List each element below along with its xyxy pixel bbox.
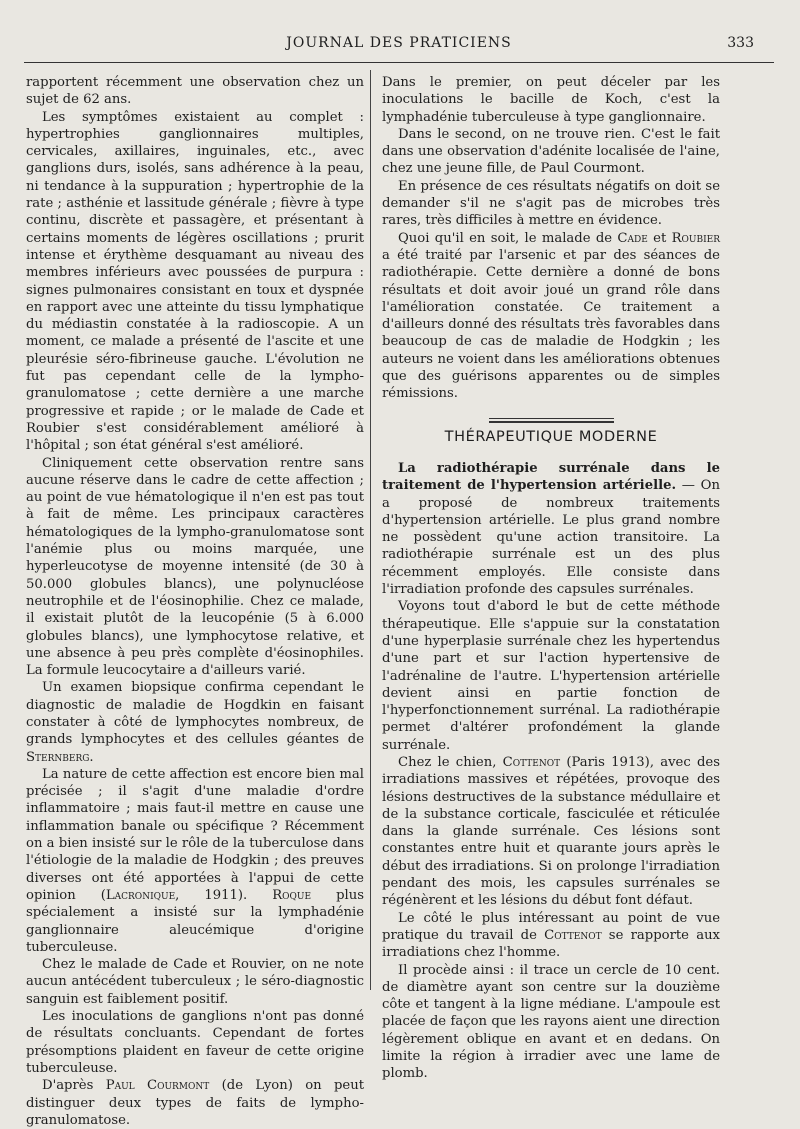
author-name: Cottenot: [502, 754, 561, 770]
text-run: Le côté le plus intéressant au point de vue pratique du travail de: [382, 910, 720, 943]
text-run: plus spécialement a insisté sur la lymphadénie ganglionnaire aleucémique d'origine tuberculeuse.: [26, 887, 364, 955]
text-run: (de Lyon) on peut distinguer deux types de faits de lympho-granulomatose.: [26, 1078, 364, 1128]
text-run: se rapporte aux irradiations chez l'homme.: [382, 927, 720, 961]
right-column: [382, 74, 720, 1083]
paragraph: [382, 460, 720, 598]
paragraph: Chez le malade de Cade et Rouvier, on ne note aucun antécédent tuberculeux ; le séro-diagnostic sanguin est faiblement positif.: [26, 957, 364, 1007]
author-name: Cade: [617, 230, 648, 246]
text-run: Quoi qu'il en soit, le malade de: [398, 230, 618, 246]
section-ornament: [489, 417, 614, 423]
paragraph: En présence de ces résultats négatifs on doit se demander s'il ne s'agit pas de microbes très rares, très difficiles à mettre en évidence.: [382, 178, 720, 229]
text-run: .: [89, 749, 94, 765]
section-heading: THÉRAPEUTIQUE MODERNE: [444, 428, 658, 445]
paragraph: Les inoculations de ganglions n'ont pas donné de résultats concluants. Cependant de fortes présomptions plaident en faveur de cette origine tuberculeuse.: [26, 1009, 364, 1076]
text-run: D'après: [42, 1078, 106, 1094]
text-run: Un examen biopsique confirma cependant le diagnostic de maladie de Hogdkin en faisant constater à côté de lymphocytes nombreux, de grands lymphocytes et des cellules géantes de: [26, 680, 364, 748]
author-name: Roque: [272, 887, 312, 903]
author-name: Lacronique: [105, 887, 176, 903]
running-header: [24, 32, 774, 56]
paragraph: [382, 910, 720, 962]
paragraph: Cliniquement cette observation rentre sans aucune réserve dans le cadre de cette affection ; au point de vue hématologique il n'en est pas tout à fait de même. Les principaux caractères hématologiques de la lympho-granulomatose sont l'anémie plus ou moins marquée, une hyperleucotyse de moyenne intensité (de 30 à 50.000 globules blancs), une polynucléose neutrophile et de l'éosinophilie. Chez ce malade, il existait plutôt de la leucopénie (5 à 6.000 globules blancs), une lymphocytose relative, et une absence à peu près complète d'éosinophiles. La formule leucocytaire a d'ailleurs varié.: [26, 455, 364, 679]
paragraph: Les symptômes existaient au complet : hypertrophies ganglionnaires multiples, cervicales, axillaires, inguinales, etc., avec ganglions durs, isolés, sans adhérence à la peau, ni tendance à la suppuration ; hypertrophie de la rate ; asthénie et lassitude générale ; fièvre à type continu, discrète et passagère, et présentant à certains moments de légères oscillations ; prurit intense et érythème desquamant au niveau des membres inférieurs avec poussées de purpura : signes pulmonaires consistant en toux et dyspnée en rapport avec une atteinte du tissu lymphatique du médiastin constatée à la radioscopie. A un moment, ce malade a présenté de l'ascite et une pleurésie séro-fibrineuse gauche. L'évolution ne fut pas cependant celle de la lympho-granulomatose ; cette dernière a une marche progressive et rapide ; or le malade de Cade et Roubier s'est considérablement amélioré à l'hôpital ; son état général s'est amélioré.: [26, 109, 364, 454]
paragraph: [26, 1077, 364, 1129]
paragraph: Dans le premier, on peut déceler par les inoculations le bacille de Koch, c'est la lymphadénie tuberculeuse à type ganglionnaire.: [382, 75, 720, 125]
column-divider: [370, 70, 371, 990]
page-number: 333: [727, 35, 754, 51]
paragraph: [26, 766, 364, 956]
paragraph: [382, 230, 720, 403]
text-run: , 1911).: [175, 887, 273, 903]
text-run: a été traité par l'arsenic et par des séances de radiothérapie. Cette dernière a donné de bons résultats et doit avoir joué un grand rôle dans l'amélioration constatée. Ce traitement a d'ailleurs donné des résultats très favorables dans beaucoup de cas de maladie de Hodgkin ; les auteurs ne voient dans les améliorations obtenues que des guérisons apparentes ou de simples rémissions.: [382, 247, 720, 402]
paragraph: [26, 679, 364, 765]
header-rule: [24, 62, 774, 63]
text-run: — On a proposé de nombreux traitements d'hypertension artérielle. Le plus grand nombre ne possèdent qu'une action transitoire. La radiothérapie surrénale est un des plus récemment employés. Elle consiste dans l'irradiation profonde des capsules surrénales.: [382, 478, 720, 598]
text-run: Chez le chien,: [398, 754, 503, 770]
author-name: Paul Courmont: [105, 1078, 210, 1094]
paragraph: Dans le second, on ne trouve rien. C'est le fait dans une observation d'adénite localisée de l'aine, chez une jeune fille, de Paul Courmont.: [382, 126, 720, 177]
journal-title: JOURNAL DES PRATICIENS: [286, 35, 512, 51]
text-run: (Paris 1913), avec des irradiations massives et répétées, provoque des lésions destructives de la substance médullaire et de la substance corticale, fasciculée et réticulée dans la glande surrénale. Ces lésions sont constantes entre huit et quarante jours après le début des irradiations. Si on prolonge l'irradiation pendant des mois, les capsules surrénales se régénèrent et les lésions du début font défaut.: [382, 754, 720, 909]
author-name: Roubier: [671, 230, 720, 246]
paragraph: Il procède ainsi : il trace un cercle de 10 cent. de diamètre ayant son centre sur la douzième côte et tangent à la ligne médiane. L'ampoule est placée de façon que les rayons aient une direction légèrement oblique en avant et en dedans. On limite la région à irradier avec une lame de plomb.: [382, 962, 720, 1082]
author-name: Cottenot: [544, 927, 602, 943]
author-name: Sternberg: [26, 749, 90, 765]
paragraph: [382, 754, 720, 910]
paragraph: Voyons tout d'abord le but de cette méthode thérapeutique. Elle s'appuie sur la constatation d'une hyperplasie surrénale chez les hypertendus d'une part et sur l'action hypertensive de l'adrénaline de l'autre. L'hypertension artérielle devient ainsi en partie fonction de l'hyperfonctionnement surrénal. La radiothérapie permet d'altérer profondément la glande surrénale.: [382, 599, 720, 753]
text-run: La nature de cette affection est encore bien mal précisée ; il s'agit d'une maladie d'ordre inflammatoire ; mais faut-il mettre en cause une inflammation banale ou spécifique ? Récemment on a bien insisté sur le rôle de la tuberculose dans l'étiologie de la maladie de Hodgkin ; des preuves diverses ont été apportées à l'appui de cette opinion (: [26, 766, 364, 903]
text-run: et: [647, 230, 672, 246]
article-lead: La radiothérapie surrénale dans le traitement de l'hypertension artérielle.: [382, 460, 720, 494]
left-column: [26, 74, 364, 1129]
paragraph: rapportent récemment une observation chez un sujet de 62 ans.: [26, 75, 364, 108]
